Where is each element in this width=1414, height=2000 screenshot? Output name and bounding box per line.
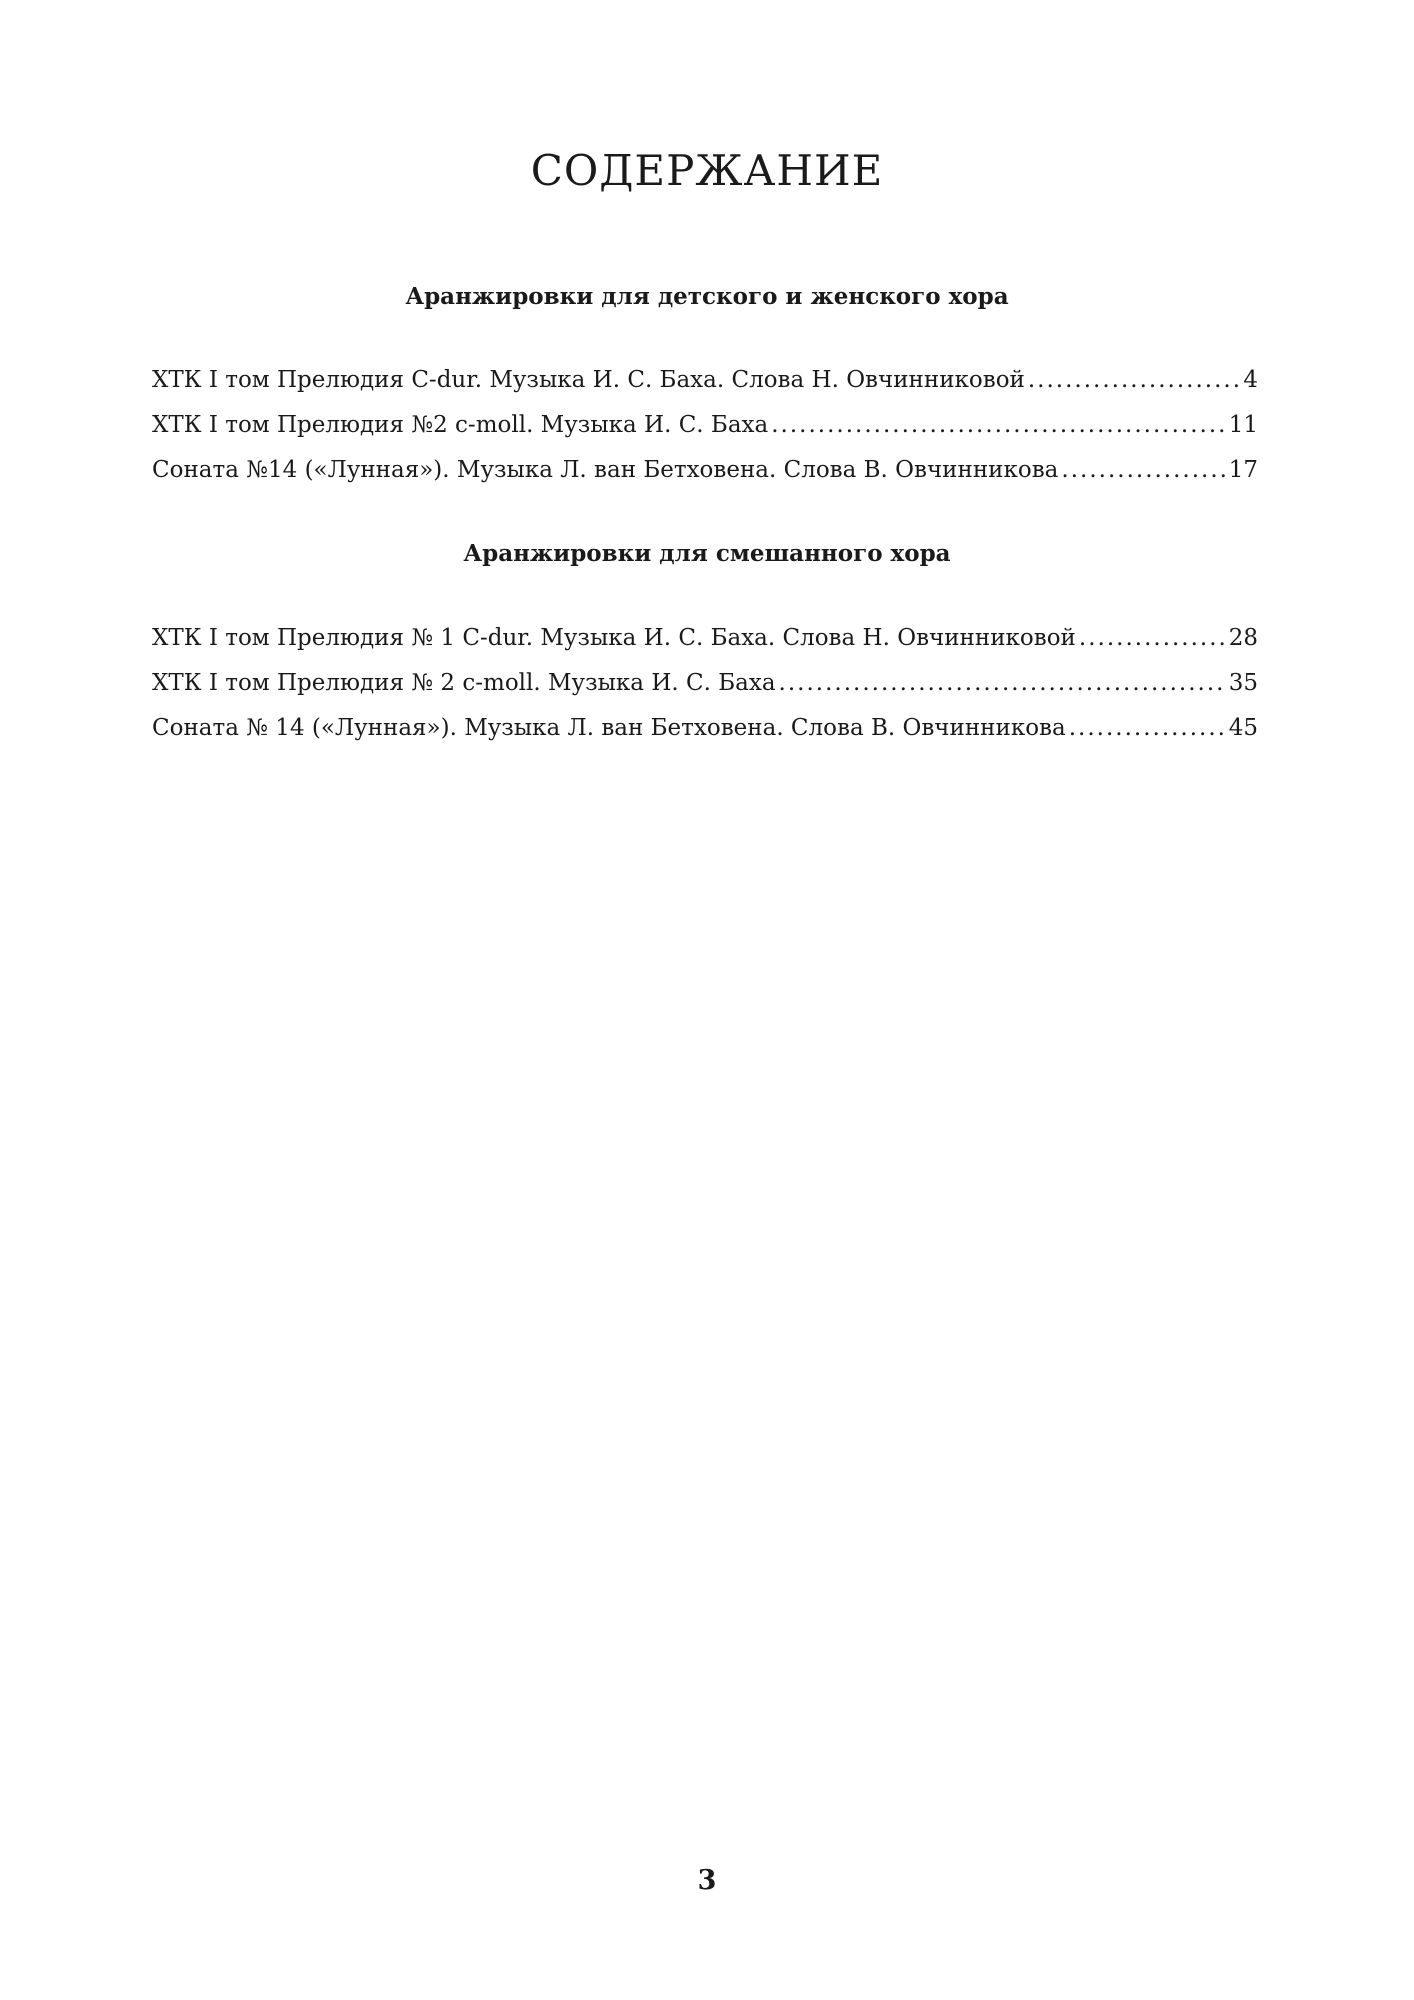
toc-entry-title: Соната №14 («Лунная»). Музыка Л. ван Бетховена. Слова В. Овчинникова xyxy=(152,457,1059,483)
page-number: 3 xyxy=(697,1865,717,1896)
toc-entry-page: 4 xyxy=(1243,367,1258,393)
section-heading-children-women-choir: Аранжировки для детского и женского хора xyxy=(405,283,1009,310)
toc-entry[interactable] xyxy=(152,623,1258,668)
toc-dot-leader xyxy=(1069,713,1226,743)
toc-entry-page: 45 xyxy=(1228,715,1258,741)
page-title: СОДЕРЖАНИЕ xyxy=(530,146,884,195)
toc-entry-page: 11 xyxy=(1228,412,1258,438)
toc-entry-page: 28 xyxy=(1228,625,1258,651)
toc-entry[interactable] xyxy=(152,365,1258,410)
toc-dot-leader xyxy=(1028,365,1240,395)
toc-dot-leader xyxy=(779,668,1226,698)
toc-entry-title: ХТК I том Прелюдия №2 c-moll. Музыка И. С. Баха xyxy=(152,412,769,438)
toc-entry-title: Соната № 14 («Лунная»). Музыка Л. ван Бетховена. Слова В. Овчинникова xyxy=(152,715,1066,741)
toc-entry[interactable] xyxy=(152,668,1258,713)
toc-list-mixed-choir xyxy=(152,623,1258,758)
toc-entry-title: ХТК I том Прелюдия № 1 C-dur. Музыка И. С. Баха. Слова Н. Овчинниковой xyxy=(152,625,1076,651)
toc-entry-page: 17 xyxy=(1228,457,1258,483)
toc-dot-leader xyxy=(771,410,1226,440)
toc-list-children-women-choir xyxy=(152,365,1258,500)
toc-entry[interactable] xyxy=(152,410,1258,455)
toc-entry[interactable] xyxy=(152,455,1258,500)
toc-entry-title: ХТК I том Прелюдия № 2 c-moll. Музыка И. С. Баха xyxy=(152,670,776,696)
toc-entry-page: 35 xyxy=(1228,670,1258,696)
toc-entry-title: ХТК I том Прелюдия C-dur. Музыка И. С. Баха. Слова Н. Овчинниковой xyxy=(152,367,1025,393)
toc-entry[interactable] xyxy=(152,713,1258,758)
toc-dot-leader xyxy=(1061,455,1225,485)
section-heading-mixed-choir: Аранжировки для смешанного хора xyxy=(463,540,951,567)
toc-dot-leader xyxy=(1079,623,1226,653)
